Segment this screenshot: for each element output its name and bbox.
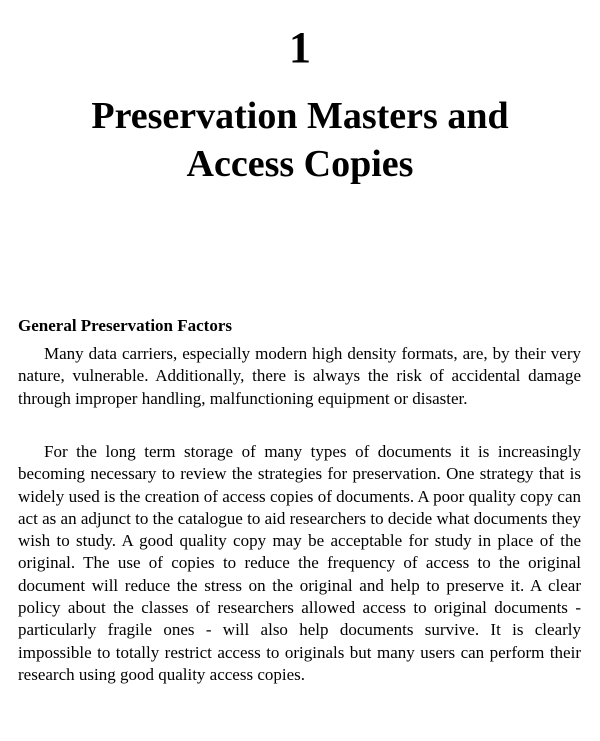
body-paragraph-2: For the long term storage of many types of documents it is increasingly becoming necessary to review the strategies for preservation. One strategy that is widely used is the creation of access copies of documents. A poor quality copy can act as an adjunct to the catalogue to aid researchers to decide what documents they wish to study. A good quality copy may be acceptable for study in place of the original. The use of copies to reduce the frequency of access to the original document will reduce the stress on the original and help to preserve it. A clear policy about the classes of researchers allowed access to original documents - particularly fragile ones - will also help documents survive. It is clearly impossible to totally restrict access to originals but many users can perform their research using good quality access copies.	[18, 442, 581, 684]
section-heading: General Preservation Factors	[18, 316, 233, 335]
chapter-title: Preservation Masters and Access Copies	[91, 95, 509, 185]
chapter-number: 1	[289, 23, 311, 72]
body-paragraph-1: Many data carriers, especially modern high density formats, are, by their very nature, vulnerable. Additionally, there is always the risk of accidental damage through improper handling, malfunctioning equipment or disaster.	[18, 344, 581, 408]
